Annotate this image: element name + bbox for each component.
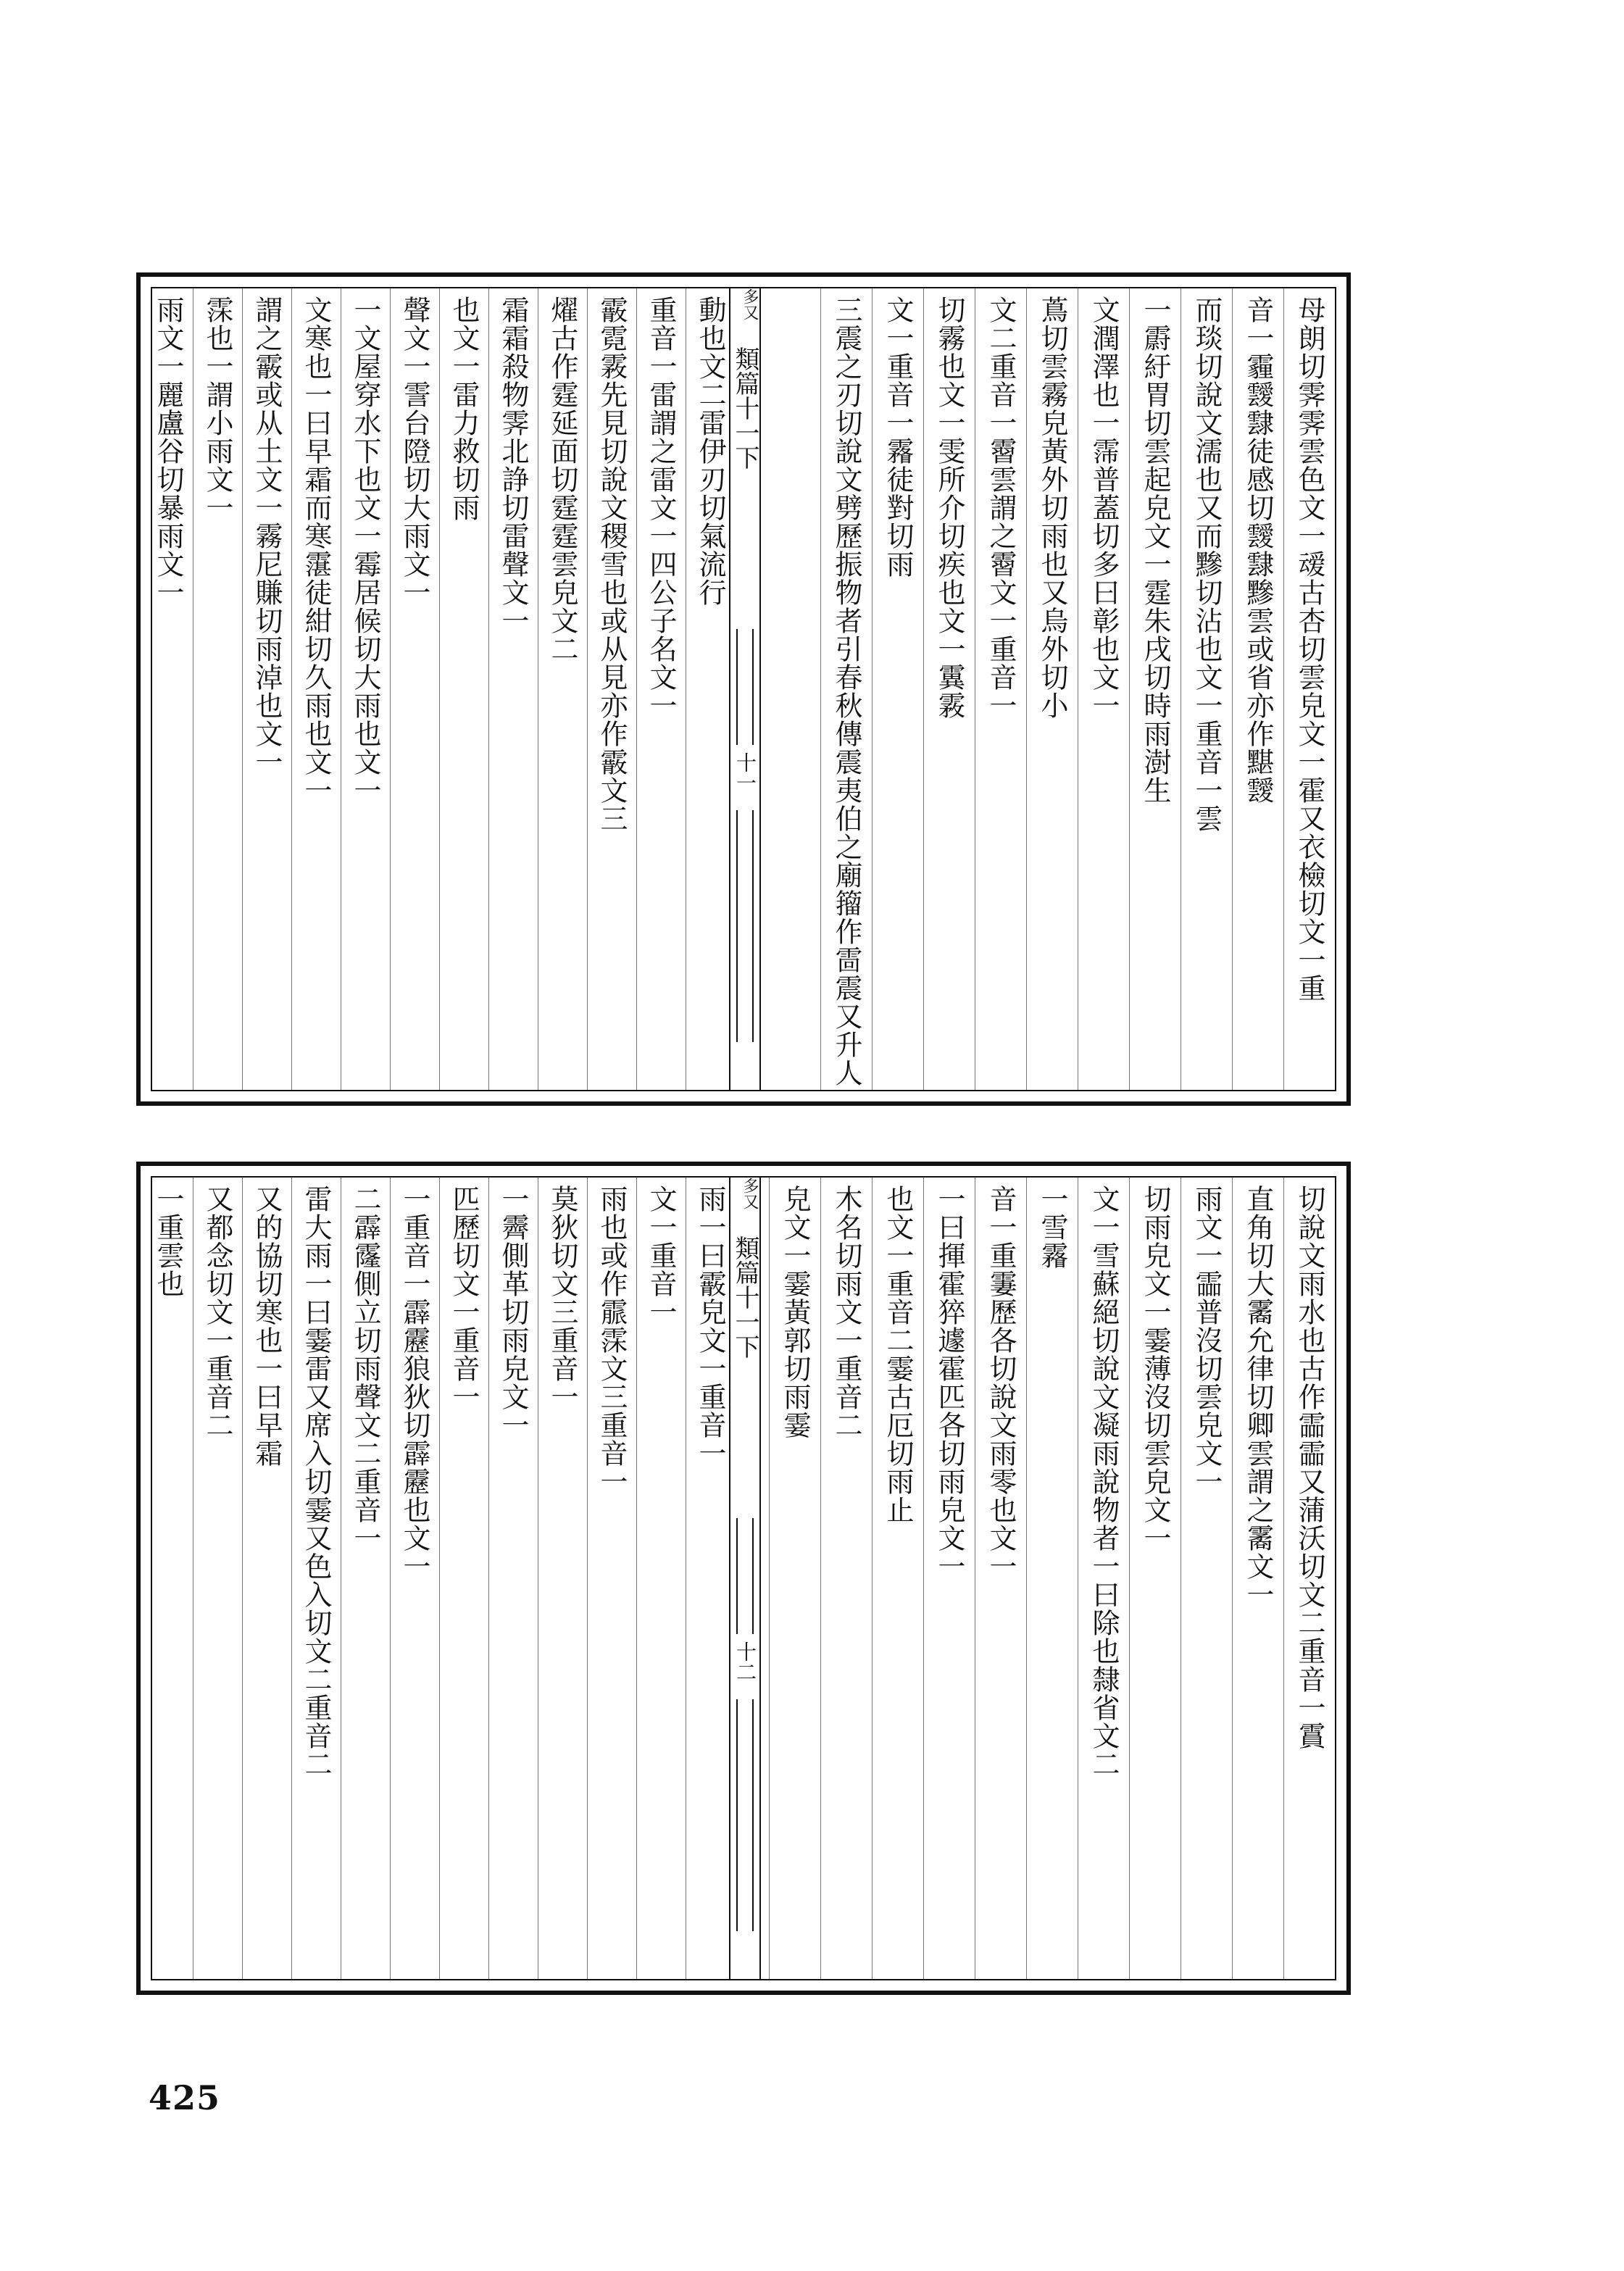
top-right-columns — [746, 288, 1335, 1090]
text-column: 一雪霿 — [1026, 1178, 1078, 1979]
text-column: 又都念切文一重音二 — [193, 1178, 242, 1979]
text-column: 文一重音一霿徒對切雨 — [872, 288, 923, 1090]
text-column: 雨也或作霢霂文三重音一 — [587, 1178, 636, 1979]
fold-title: 類篇十一下 — [730, 1235, 759, 1359]
text-column: 皃文一霎黃郭切雨霎 — [769, 1178, 820, 1979]
page-number: 425 — [149, 2078, 221, 2117]
fold-page-number: 十二 — [733, 1641, 757, 1682]
text-column: 雨文一霝普沒切雲皃文一 — [1180, 1178, 1232, 1979]
text-column: 木名切雨文一重音二 — [820, 1178, 872, 1979]
text-column: 霂也一謂小雨文一 — [193, 288, 242, 1090]
fold-box — [736, 1699, 754, 1931]
text-column: 一霨紆胃切雲起皃文一霆朱戌切時雨澍生 — [1129, 288, 1180, 1090]
text-column: 直角切大霱允律切卿雲謂之霱文一 — [1232, 1178, 1283, 1979]
top-page-panel — [136, 272, 1351, 1106]
text-column: 重音一雷謂之雷文一四公子名文一 — [636, 288, 686, 1090]
text-column: 莫狄切文三重音一 — [538, 1178, 587, 1979]
text-column: 雷大雨一曰霎雷又席入切霎又色入切文二重音二 — [291, 1178, 341, 1979]
text-column: 一曰揮霍猝遽霍匹各切雨皃文一 — [923, 1178, 975, 1979]
text-column: 聲文一霅台隥切大雨文一 — [390, 288, 439, 1090]
fold-mark: 多又 — [741, 1178, 759, 1209]
text-column: 一重音一霹靂狼狄切霹靂也文一 — [390, 1178, 439, 1979]
text-column: 燿古作霆延面切霆霆雲皃文二 — [538, 288, 587, 1090]
text-column: 雨一曰霰皃文一重音一 — [686, 1178, 735, 1979]
fold-mark: 多又 — [741, 288, 759, 320]
text-column: 文寒也一曰早霜而寒霮徒紺切久雨也文一 — [291, 288, 341, 1090]
text-column: 匹歷切文一重音一 — [439, 1178, 488, 1979]
text-column: 切霧也文一雯所介切疾也文一霬霚 — [923, 288, 975, 1090]
text-column: 一文屋穿水下也文一霉居候切大雨也文一 — [341, 288, 390, 1090]
text-column: 也文一重音二霎古厄切雨止 — [872, 1178, 923, 1979]
fold-title: 類篇十一下 — [730, 346, 759, 470]
text-column: 雨文一麗盧谷切暴雨文一 — [152, 288, 193, 1090]
text-column: 一重雲也 — [152, 1178, 193, 1979]
text-column: 霰霓霚先見切說文稷雪也或从見亦作霰文三 — [587, 288, 636, 1090]
fold-box — [736, 629, 754, 745]
bottom-page-frame — [151, 1176, 1336, 1980]
text-column: 文一雪蘇絕切說文凝雨說物者一曰除也隸省文二 — [1078, 1178, 1129, 1979]
text-column: 三震之刃切說文劈歷振物者引春秋傳震夷伯之廟籀作䨓震又升人 — [820, 288, 872, 1090]
text-column: 音一重霋歷各切說文雨零也文一 — [975, 1178, 1026, 1979]
bottom-left-columns — [152, 1178, 735, 1979]
top-left-columns — [152, 288, 735, 1090]
text-column: 文一重音一 — [636, 1178, 686, 1979]
text-column: 母朗切霁霁雲色文一叆古杏切雲皃文一霍又衣檢切文一重 — [1283, 288, 1335, 1090]
fold-box — [736, 1518, 754, 1634]
text-column: 一霽側革切雨皃文一 — [488, 1178, 538, 1979]
fold-page-number: 十一 — [733, 752, 757, 793]
text-column: 謂之霰或从土文一霧尼賺切雨淖也文一 — [242, 288, 291, 1090]
text-column: 切說文雨水也古作霝霝又蒲沃切文二重音一霣 — [1283, 1178, 1335, 1979]
text-column: 霜霜殺物霁北諍切雷聲文一 — [488, 288, 538, 1090]
bottom-right-columns — [746, 1178, 1335, 1979]
text-column: 切雨皃文一霎薄沒切雲皃文一 — [1129, 1178, 1180, 1979]
fold-box — [736, 810, 754, 1042]
text-column: 又的協切寒也一曰早霜 — [242, 1178, 291, 1979]
text-column: 動也文二雷伊刃切氣流行 — [686, 288, 735, 1090]
text-column: 文潤澤也一霈普蓋切多曰彰也文一 — [1078, 288, 1129, 1090]
text-column: 蔦切雲霧皃黃外切雨也又烏外切小 — [1026, 288, 1078, 1090]
text-column: 而琰切說文濡也又而黲切沾也文一重音一雲 — [1180, 288, 1232, 1090]
text-column: 文二重音一霫雲謂之霫文一重音一 — [975, 288, 1026, 1090]
bottom-page-panel — [136, 1162, 1351, 1995]
text-column: 二霹霳側立切雨聲文二重音一 — [341, 1178, 390, 1979]
text-column: 音一霾靉霴徒感切靉霴黲雲或省亦作黮靉 — [1232, 288, 1283, 1090]
text-column: 也文一雷力救切雨 — [439, 288, 488, 1090]
top-page-frame — [151, 287, 1336, 1091]
